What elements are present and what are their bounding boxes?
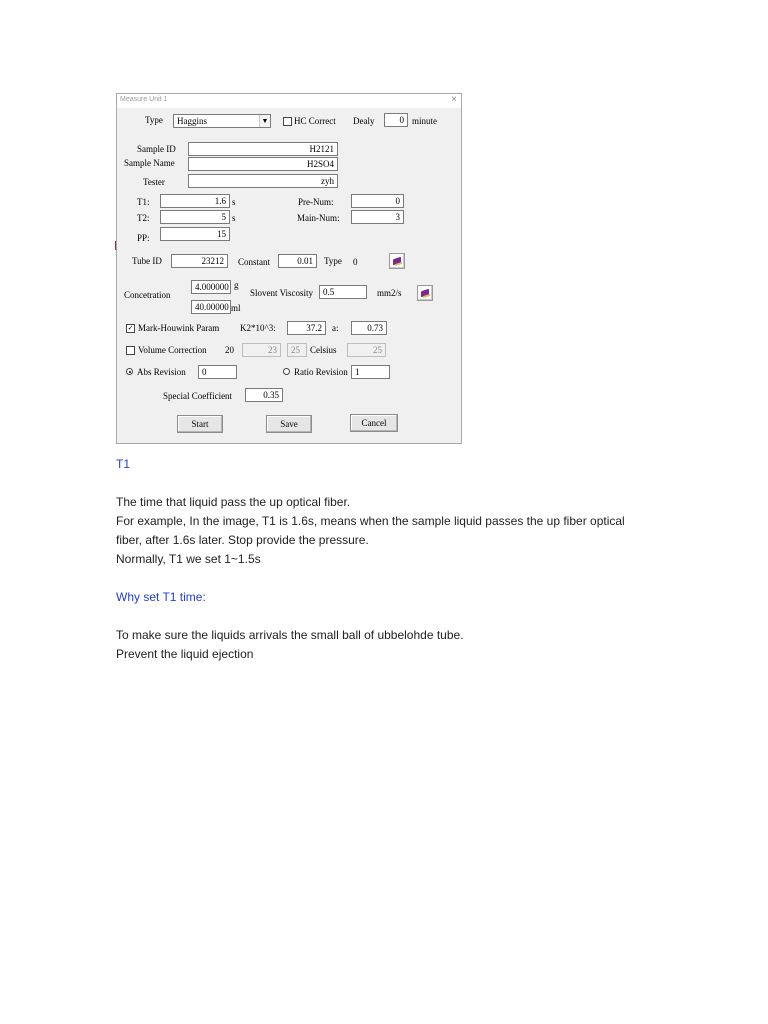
conc-g-input[interactable]: 4.000000 <box>191 280 231 294</box>
a-input[interactable]: 0.73 <box>351 321 387 335</box>
solvent-viscosity-label: Slovent Viscosity <box>250 288 314 298</box>
hc-correct-checkbox[interactable] <box>283 117 292 126</box>
cancel-button[interactable]: Cancel <box>350 414 398 432</box>
solvent-viscosity-unit: mm2/s <box>377 288 402 298</box>
sample-name-input[interactable]: H2SO4 <box>188 157 338 171</box>
close-icon[interactable]: × <box>451 94 457 105</box>
sample-id-input[interactable]: H2121 <box>188 142 338 156</box>
tube-id-input[interactable]: 23212 <box>171 254 228 268</box>
t2-input[interactable]: 5 <box>160 210 230 224</box>
pp-input[interactable]: 15 <box>160 227 230 241</box>
conc-ml-unit: ml <box>231 303 241 313</box>
constant-label: Constant <box>238 257 271 267</box>
tube-type-value: 0 <box>353 257 358 267</box>
t2-label: T2: <box>137 213 150 223</box>
type-select-value: Haggins <box>177 116 207 126</box>
tube-id-label: Tube ID <box>132 256 162 266</box>
paragraph-line: Prevent the liquid ejection <box>116 647 254 661</box>
heading-t1: T1 <box>116 457 131 471</box>
dialog-titlebar <box>117 94 461 108</box>
heading-why: Why set T1 time: <box>116 590 206 604</box>
constant-input[interactable]: 0.01 <box>278 254 317 268</box>
a-label: a: <box>332 323 339 333</box>
t2-unit: s <box>232 213 236 223</box>
main-num-label: Main-Num: <box>297 213 340 223</box>
abs-revision-radio[interactable] <box>126 368 133 375</box>
paragraph-line: For example, In the image, T1 is 1.6s, means when the sample liquid passes the up fiber optical <box>116 514 625 528</box>
special-coefficient-input[interactable]: 0.35 <box>245 388 283 402</box>
measure-unit-dialog <box>116 93 462 444</box>
tube-type-label: Type <box>324 256 342 266</box>
mark-houwink-label: Mark-Houwink Param <box>138 323 220 333</box>
paragraph-line: To make sure the liquids arrivals the small ball of ubbelohde tube. <box>116 628 464 642</box>
delay-unit: minute <box>412 116 437 126</box>
hc-correct-label: HC Correct <box>294 116 336 126</box>
paragraph-line: The time that liquid pass the up optical fiber. <box>116 495 351 509</box>
chevron-down-icon[interactable]: ▼ <box>259 115 270 127</box>
k2-input[interactable]: 37.2 <box>287 321 326 335</box>
paragraph-line: Normally, T1 we set 1~1.5s <box>116 552 261 566</box>
delay-input[interactable]: 0 <box>384 113 408 127</box>
sample-name-label: Sample Name <box>124 158 175 168</box>
pp-label: PP: <box>137 233 150 243</box>
save-button[interactable]: Save <box>266 415 312 433</box>
ratio-revision-radio[interactable] <box>283 368 290 375</box>
paragraph-line: fiber, after 1.6s later. Stop provide the pressure. <box>116 533 369 547</box>
volume-input-3[interactable]: 25 <box>347 343 386 357</box>
k2-label: K2*10^3: <box>240 323 276 333</box>
pre-num-label: Pre-Num: <box>298 197 334 207</box>
mark-houwink-checkbox[interactable]: ✓ <box>127 324 134 332</box>
pre-num-input[interactable]: 0 <box>351 194 404 208</box>
delay-label: Dealy <box>353 116 375 126</box>
ratio-revision-input[interactable]: 1 <box>351 365 390 379</box>
volume-correction-label: Volume Correction <box>138 345 207 355</box>
ratio-revision-label: Ratio Revision <box>294 367 348 377</box>
t1-input[interactable]: 1.6 <box>160 194 230 208</box>
tester-label: Tester <box>143 177 165 187</box>
volume-number: 20 <box>225 345 234 355</box>
dialog-title: Measure Unit 1 <box>120 96 168 103</box>
sample-id-label: Sample ID <box>137 144 176 154</box>
volume-input-2[interactable]: 25 <box>287 343 307 357</box>
abs-revision-input[interactable]: 0 <box>198 365 237 379</box>
conc-g-unit: g <box>234 280 239 290</box>
solvent-viscosity-input[interactable]: 0.5 <box>319 285 367 299</box>
type-label: Type <box>145 115 163 125</box>
t1-unit: s <box>232 197 236 207</box>
main-num-input[interactable]: 3 <box>351 210 404 224</box>
concentration-label: Concetration <box>124 290 171 300</box>
volume-input-1[interactable]: 23 <box>242 343 281 357</box>
t1-label: T1: <box>137 197 150 207</box>
volume-correction-checkbox[interactable] <box>126 346 135 355</box>
tester-input[interactable]: zyh <box>188 174 338 188</box>
conc-ml-input[interactable]: 40.00000 <box>191 300 231 314</box>
celsius-label: Celsius <box>310 345 337 355</box>
abs-revision-label: Abs Revision <box>137 367 186 377</box>
special-coefficient-label: Special Coefficient <box>163 391 233 401</box>
type-select[interactable] <box>173 114 271 128</box>
start-button[interactable]: Start <box>177 415 223 433</box>
book-icon[interactable] <box>417 285 433 301</box>
book-icon[interactable] <box>389 253 405 269</box>
